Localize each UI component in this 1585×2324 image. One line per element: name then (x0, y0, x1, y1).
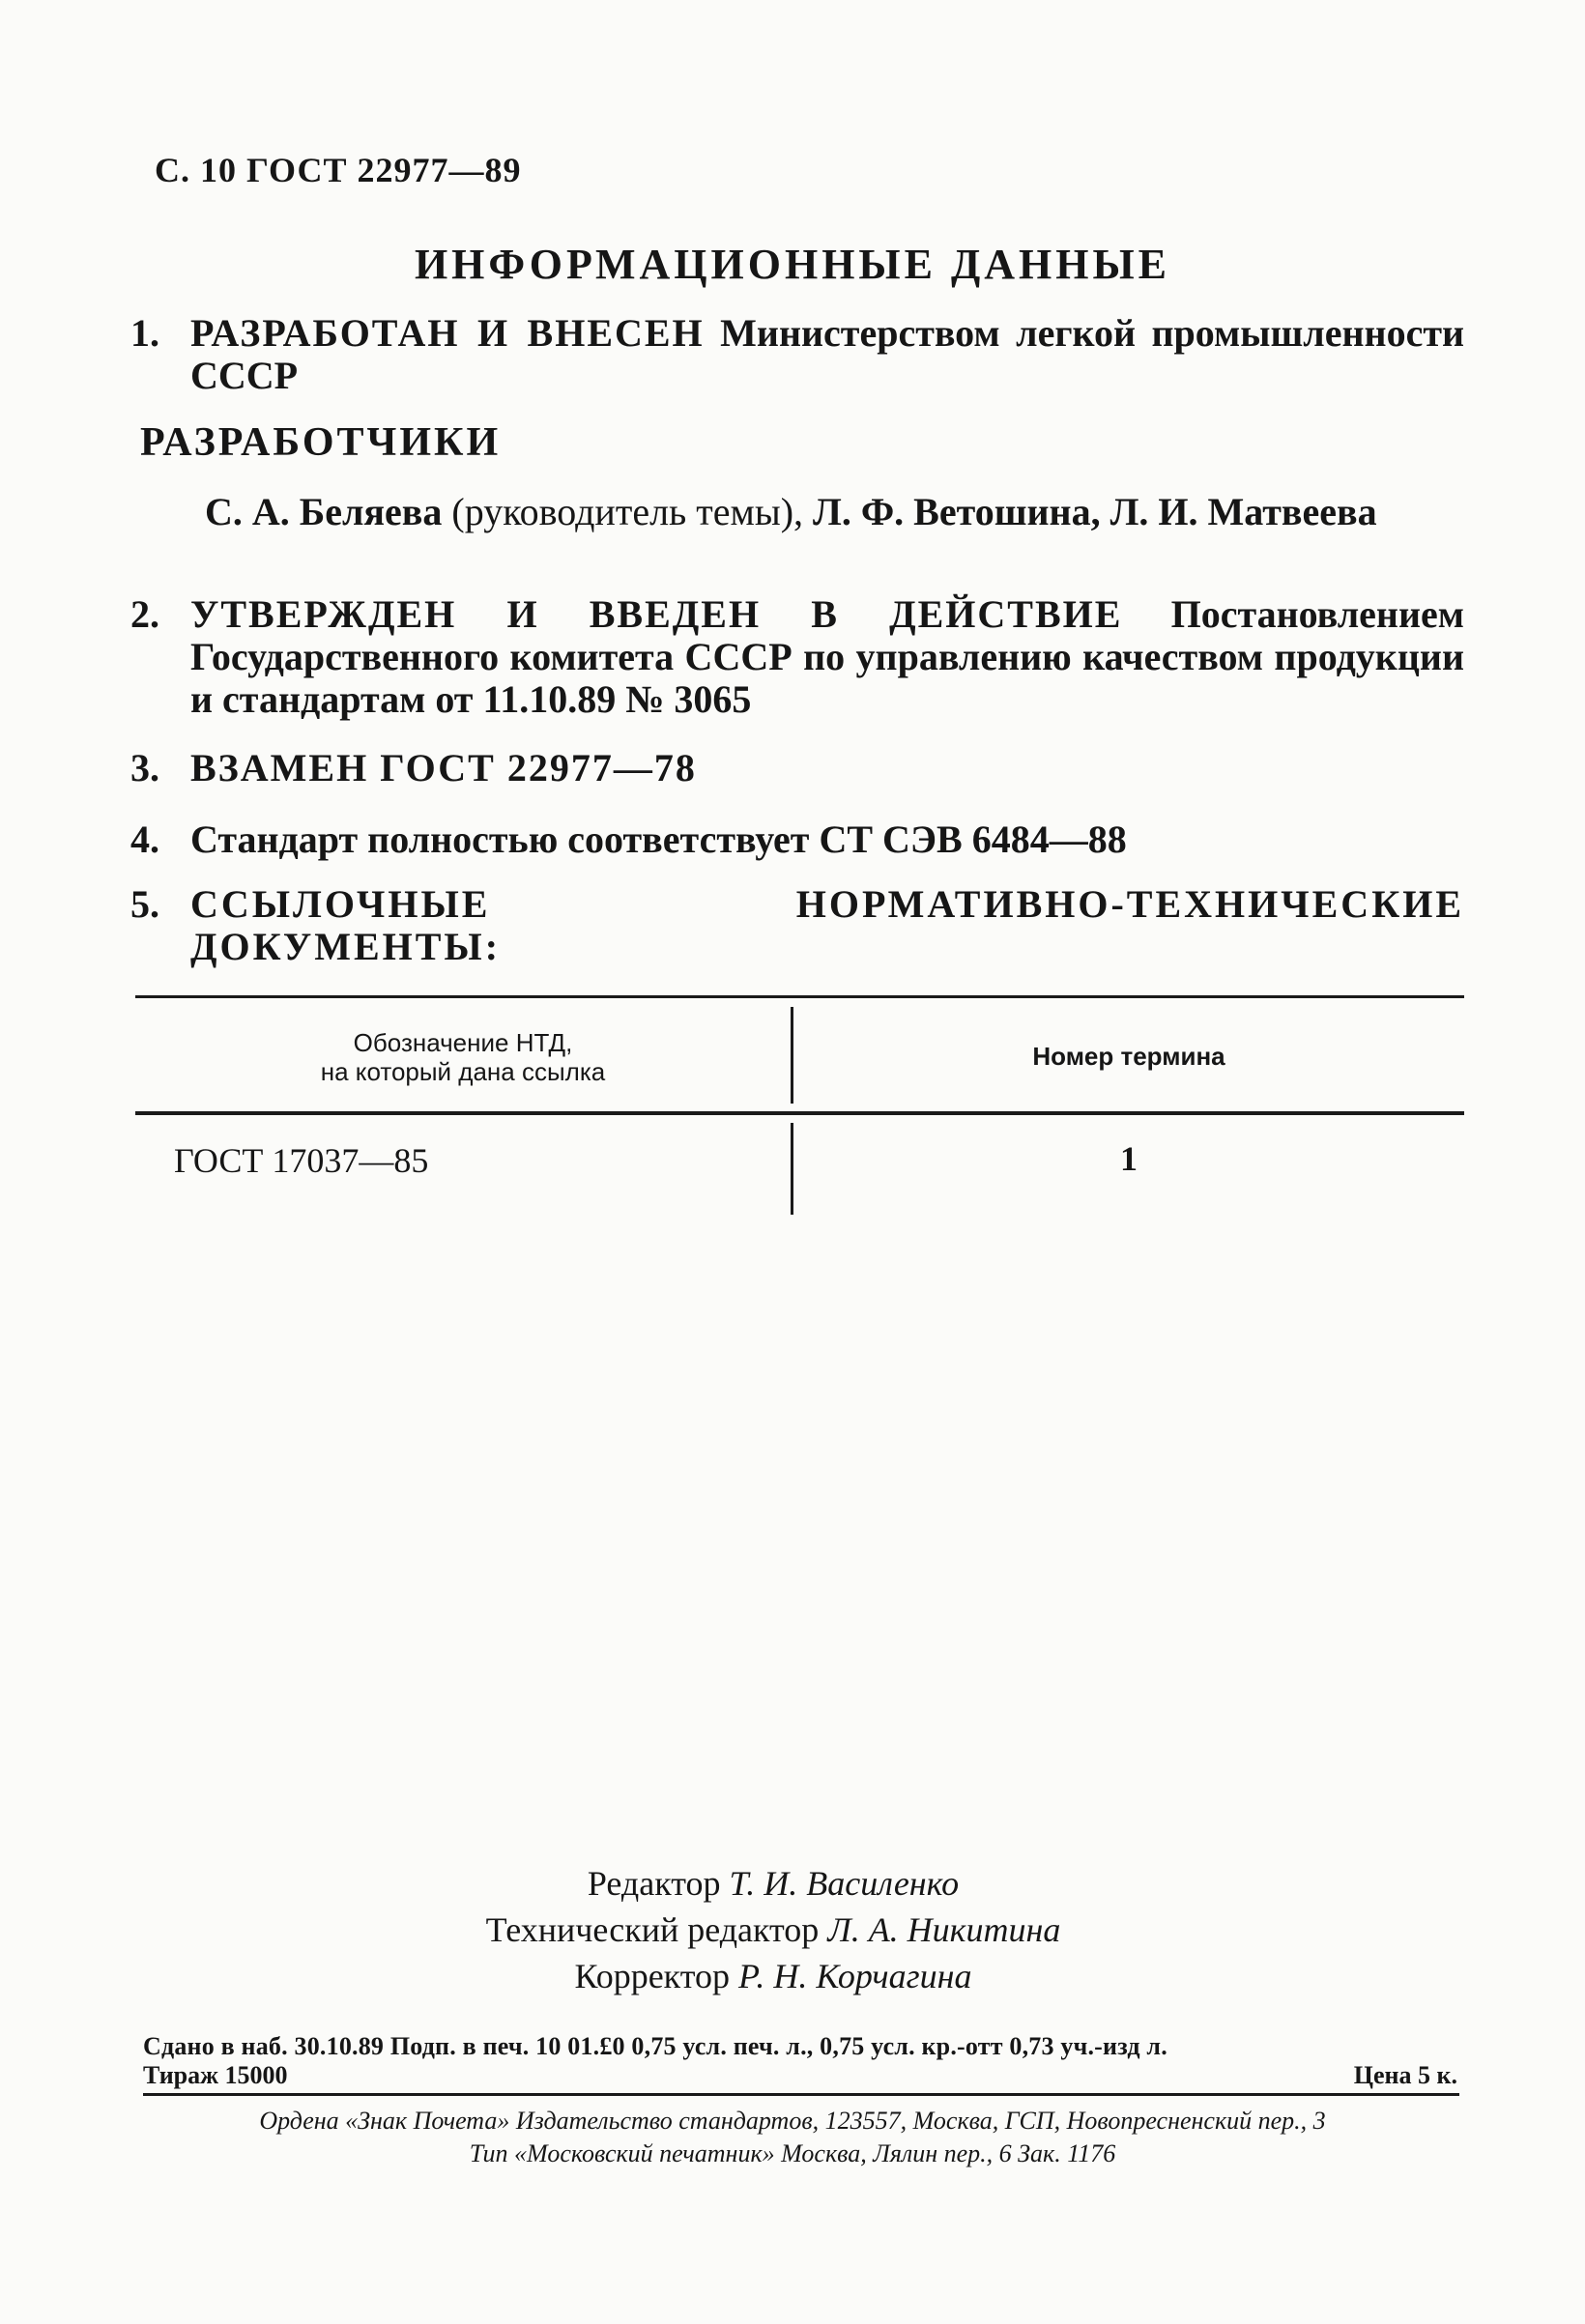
item-lead: УТВЕРЖДЕН И ВВЕДЕН В ДЕЙСТВИЕ (190, 592, 1123, 636)
header-line: на который дана ссылка (320, 1057, 606, 1086)
page-header: С. 10 ГОСТ 22977—89 (155, 151, 522, 189)
credit-tech-editor (0, 1907, 1566, 1953)
item-5 (130, 883, 1464, 968)
item-number: 4. (130, 818, 159, 861)
imprint-text: Сдано в наб. 30.10.89 Подп. в печ. 10 01.£0 0,75 усл. печ. л., 0,75 усл. кр.-отт 0,73 уч.-изд л. (143, 2032, 1167, 2060)
item-3 (130, 747, 1464, 789)
table-cell-ref: ГОСТ 17037—85 (174, 1141, 429, 1180)
credit-label: Редактор (587, 1864, 721, 1903)
item-text: ВЗАМЕН ГОСТ 22977—78 (190, 746, 697, 789)
publisher-info (0, 2105, 1585, 2170)
credit-label: Корректор (574, 1957, 730, 1995)
credit-corrector (0, 1953, 1566, 1999)
developers-list (205, 491, 1461, 533)
credit-name: Р. Н. Корчагина (737, 1957, 972, 1995)
item-lead: РАЗРАБОТАН И ВНЕСЕН (190, 311, 705, 355)
imprint-line-1 (143, 2032, 1457, 2061)
item-number: 5. (130, 882, 159, 926)
developers-heading: РАЗРАБОТЧИКИ (140, 420, 502, 465)
imprint-price: Цена 5 к. (1353, 2061, 1457, 2089)
credit-name: Т. И. Василенко (729, 1864, 960, 1903)
item-4 (130, 818, 1464, 861)
table-top-rule (135, 995, 1464, 998)
item-number: 2. (130, 592, 159, 636)
header-line: Обозначение НТД, (353, 1028, 573, 1057)
table-header-term-number: Номер термина (1032, 1042, 1225, 1071)
item-2 (130, 593, 1464, 721)
item-text: ССЫЛОЧНЫЕ НОРМАТИВНО-ТЕХНИЧЕСКИЕ ДОКУМЕНТЫ: (190, 882, 1464, 968)
developer-name: С. А. Беляева (205, 490, 443, 533)
credit-editor (0, 1860, 1566, 1907)
table-cell-term: 1 (1120, 1139, 1138, 1178)
credit-label: Технический редактор (485, 1910, 820, 1949)
table-header-rule (135, 1111, 1464, 1115)
item-number: 3. (130, 746, 159, 789)
publisher-line: Тип «Московский печатник» Москва, Лялин пер., 6 Зак. 1176 (469, 2139, 1116, 2167)
publisher-line: Ордена «Знак Почета» Издательство стандартов, 123557, Москва, ГСП, Новопресненский пер., 3 (259, 2107, 1326, 2135)
imprint-rule (143, 2093, 1459, 2096)
developer-role: (руководитель темы), (451, 490, 804, 533)
imprint (143, 2032, 1457, 2090)
table-header-designation (135, 1028, 791, 1086)
developer-name: Л. И. Матвеева (1110, 490, 1377, 533)
item-1 (130, 312, 1464, 397)
item-text: Министерством легкой промышленности СССР (190, 311, 1465, 397)
developer-name: Л. Ф. Ветошина, (813, 490, 1101, 533)
reference-table (135, 995, 1464, 1218)
item-text: Стандарт полностью соответствует СТ СЭВ 6484—88 (190, 818, 1127, 861)
item-text: Постановлением Государственного комитета СССР по управлению качеством продукции и стандартам от 11.10.89 № 3065 (190, 592, 1465, 721)
credit-name: Л. А. Никитина (827, 1910, 1061, 1949)
section-title: ИНФОРМАЦИОННЫЕ ДАННЫЕ (414, 241, 1171, 288)
item-number: 1. (130, 311, 159, 355)
imprint-print-run: Тираж 15000 (143, 2061, 288, 2089)
credits (0, 1860, 1585, 1999)
imprint-line-2 (143, 2061, 1457, 2090)
